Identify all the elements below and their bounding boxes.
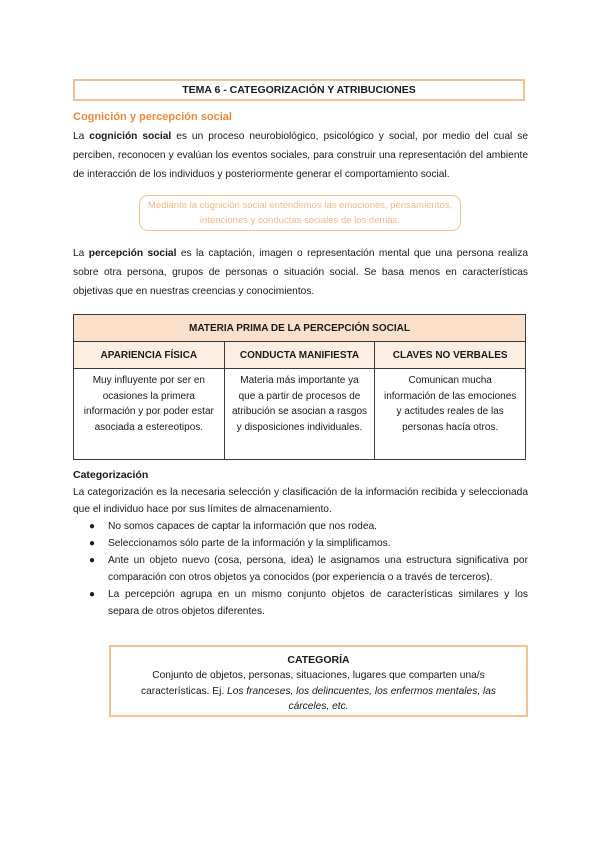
term-percepcion-social: percepción social — [88, 248, 177, 259]
term-cognicion-social: cognición social — [89, 131, 172, 142]
page-title: TEMA 6 - CATEGORIZACIÓN Y ATRIBUCIONES — [73, 79, 525, 101]
categoria-definition: Conjunto de objetos, personas, situaciones, lugares que comparten una/s características. Ej. Los franceses, los delincuentes, los enfermos mentales, las cárceles, etc. — [140, 670, 497, 712]
categoria-title: CATEGORÍA — [287, 654, 350, 666]
callout-cognicion: Mediante la cognición social entendemos las emociones, pensamientos, intenciones y conductas sociales de los demás. — [139, 195, 461, 231]
column-header: APARIENCIA FÍSICA — [74, 342, 225, 369]
bullet-icon: ● — [89, 555, 96, 566]
table-cell: Materia más importante ya que a partir de procesos de atribución se asocian a rasgos y disposiciones individuales. — [224, 369, 375, 460]
percepcion-table — [73, 314, 526, 460]
categoria-box — [109, 645, 528, 717]
bullet-list — [73, 518, 528, 620]
bullet-icon: ● — [89, 521, 96, 532]
list-item: ● No somos capaces de captar la información que nos rodea. — [73, 518, 528, 535]
paragraph-categorizacion: La categorización es la necesaria selección y clasificación de la información recibida y seleccionada que el individuo hace por sus límites de almacenamiento. — [73, 487, 528, 515]
paragraph-cognicion: La cognición social es un proceso neurobiológico, psicológico y social, por medio del cual se perciben, reconocen y evalúan los eventos sociales, para construir una representación del ambiente de interacción de los individuos y posteriormente generar el comportamiento social. — [73, 131, 528, 180]
table-title: MATERIA PRIMA DE LA PERCEPCIÓN SOCIAL — [74, 315, 526, 342]
section-heading-categorizacion: Categorización — [73, 469, 149, 481]
column-header: CONDUCTA MANIFIESTA — [224, 342, 375, 369]
column-header: CLAVES NO VERBALES — [375, 342, 526, 369]
bullet-icon: ● — [89, 538, 96, 549]
list-item: ● La percepción agrupa en un mismo conjunto objetos de características similares y los separa de otros objetos diferentes. — [73, 586, 528, 620]
paragraph-percepcion: La percepción social es la captación, imagen o representación mental que una persona realiza sobre otra persona, grupos de personas o situación social. Se basa menos en características objetivas que en nuestras creencias y conocimientos. — [73, 248, 528, 297]
table-cell: Comunican mucha información de las emociones y actitudes reales de las personas hacía otros. — [375, 369, 526, 460]
table-cell: Muy influyente por ser en ocasiones la primera información y por poder estar asociada a estereotipos. — [74, 369, 225, 460]
list-item: ● Seleccionamos sólo parte de la información y la simplificamos. — [73, 535, 528, 552]
bullet-icon: ● — [89, 589, 96, 600]
list-item: ● Ante un objeto nuevo (cosa, persona, idea) le asignamos una estructura significativa por comparación con otros objetos ya conocidos (por experiencia o a través de terceros). — [73, 552, 528, 586]
categoria-examples: Los franceses, los delincuentes, los enfermos mentales, las cárceles, etc. — [227, 685, 497, 712]
section-heading-cognicion: Cognición y percepción social — [73, 111, 232, 123]
